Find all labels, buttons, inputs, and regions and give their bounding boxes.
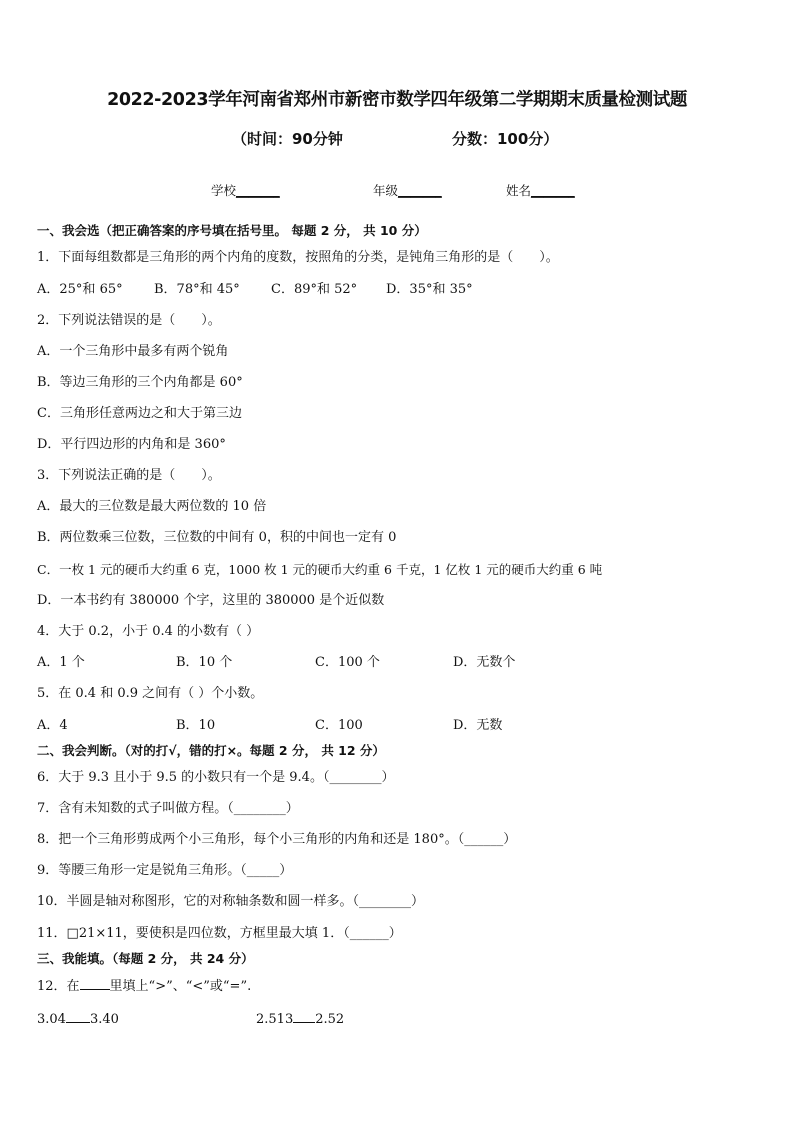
question-10[interactable]: 10．半圆是轴对称图形，它的对称轴条数和圆一样多。（________） bbox=[37, 894, 425, 909]
exam-score: 分数：100分） bbox=[452, 130, 559, 148]
question-4-stem: 4．大于 0.2，小于 0.4 的小数有（ ） bbox=[37, 624, 260, 639]
name-label: 姓名 bbox=[506, 183, 532, 198]
q1-option-d[interactable]: D．35°和 35° bbox=[386, 282, 473, 297]
q12-right-blank[interactable] bbox=[293, 1010, 315, 1023]
name-field[interactable] bbox=[506, 181, 575, 199]
q5-option-a[interactable]: A．4 bbox=[37, 718, 68, 733]
q1-option-b[interactable]: B．78°和 45° bbox=[154, 282, 240, 297]
q12-stem-start: 12．在 bbox=[37, 979, 80, 994]
question-8[interactable]: 8．把一个三角形剪成两个小三角形，每个小三角形的内角和还是 180°。（______） bbox=[37, 832, 517, 847]
section-heading-judge: 二、我会判断。（对的打√，错的打×。每题 2 分， 共 12 分） bbox=[37, 743, 385, 758]
q12-right-a: 2.513 bbox=[256, 1012, 294, 1027]
q12-left-a: 3.04 bbox=[37, 1012, 66, 1027]
q4-option-a[interactable]: A．1 个 bbox=[37, 655, 85, 670]
school-field[interactable] bbox=[211, 181, 280, 199]
q3-option-d[interactable]: D．一本书约有 380000 个字，这里的 380000 是个近似数 bbox=[37, 593, 385, 608]
exam-time: （时间：90分钟 bbox=[232, 130, 343, 148]
q4-option-b[interactable]: B．10 个 bbox=[176, 655, 233, 670]
question-3-stem: 3．下列说法正确的是（ ）。 bbox=[37, 468, 221, 483]
q3-option-b[interactable]: B．两位数乘三位数，三位数的中间有 0，积的中间也一定有 0 bbox=[37, 530, 397, 545]
question-2-stem: 2．下列说法错误的是（ ）。 bbox=[37, 313, 221, 328]
q2-option-b[interactable]: B．等边三角形的三个内角都是 60° bbox=[37, 375, 243, 390]
q4-option-c[interactable]: C．100 个 bbox=[315, 655, 380, 670]
q12-comparison-right[interactable] bbox=[256, 1010, 344, 1029]
q4-option-d[interactable]: D．无数个 bbox=[453, 655, 516, 670]
grade-label: 年级 bbox=[373, 183, 399, 198]
q1-option-a[interactable]: A．25°和 65° bbox=[37, 282, 123, 297]
question-12-stem bbox=[37, 977, 251, 996]
q12-stem-end: 里填上“>”、“<”或“=”. bbox=[109, 979, 252, 994]
question-6[interactable]: 6．大于 9.3 且小于 9.5 的小数只有一个是 9.4。（________） bbox=[37, 770, 395, 785]
q2-option-c[interactable]: C．三角形任意两边之和大于第三边 bbox=[37, 406, 242, 421]
q12-comparison-left[interactable] bbox=[37, 1010, 119, 1029]
grade-blank: _______ bbox=[398, 183, 442, 198]
q5-option-c[interactable]: C．100 bbox=[315, 718, 363, 733]
q2-option-a[interactable]: A．一个三角形中最多有两个锐角 bbox=[37, 344, 229, 359]
name-blank: _______ bbox=[531, 183, 575, 198]
school-label: 学校 bbox=[211, 183, 237, 198]
section-heading-fill: 三、我能填。（每题 2 分， 共 24 分） bbox=[37, 951, 254, 966]
q5-option-b[interactable]: B．10 bbox=[176, 718, 216, 733]
q3-option-c[interactable]: C．一枚 1 元的硬币大约重 6 克，1000 枚 1 元的硬币大约重 6 千克，1 亿枚 1 元的硬币大约重 6 吨 bbox=[37, 562, 603, 577]
grade-field[interactable] bbox=[373, 181, 442, 199]
q1-option-c[interactable]: C．89°和 52° bbox=[271, 282, 358, 297]
school-blank: _______ bbox=[236, 183, 280, 198]
q3-option-a[interactable]: A．最大的三位数是最大两位数的 10 倍 bbox=[37, 499, 267, 514]
q12-left-b: 3.40 bbox=[89, 1012, 119, 1027]
exam-title: 2022-2023学年河南省郑州市新密市数学四年级第二学期期末质量检测试题 bbox=[107, 90, 687, 110]
question-11[interactable]: 11．□21×11，要使积是四位数，方框里最大填 1．（______） bbox=[37, 926, 402, 941]
q12-stem-blank bbox=[80, 977, 110, 990]
q2-option-d[interactable]: D．平行四边形的内角和是 360° bbox=[37, 437, 226, 452]
question-7[interactable]: 7．含有未知数的式子叫做方程。（________） bbox=[37, 801, 299, 816]
question-9[interactable]: 9．等腰三角形一定是锐角三角形。（_____） bbox=[37, 863, 293, 878]
section-heading-choice: 一、我会选（把正确答案的序号填在括号里。 每题 2 分， 共 10 分） bbox=[37, 223, 427, 238]
q12-left-blank[interactable] bbox=[66, 1010, 90, 1023]
q5-option-d[interactable]: D．无数 bbox=[453, 718, 503, 733]
q12-right-b: 2.52 bbox=[315, 1012, 345, 1027]
question-1-stem: 1．下面每组数都是三角形的两个内角的度数，按照角的分类，是钝角三角形的是（ ）。 bbox=[37, 250, 559, 265]
question-5-stem: 5．在 0.4 和 0.9 之间有（ ）个小数。 bbox=[37, 686, 264, 701]
